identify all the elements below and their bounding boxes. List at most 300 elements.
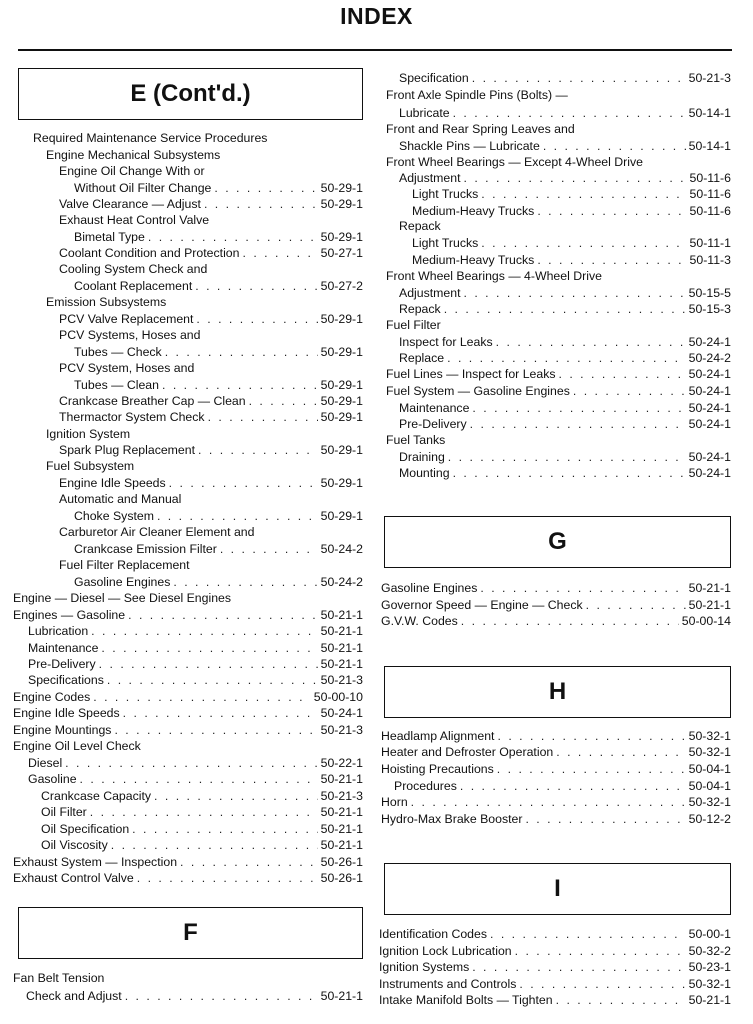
index-entry (13, 672, 363, 689)
entry-label: PCV Systems, Hoses and (59, 328, 201, 342)
entry-label: Adjustment (399, 286, 461, 300)
entry-label: Shackle Pins — Lubricate (399, 139, 540, 153)
entry-label: Fuel Filter (386, 318, 441, 332)
entry-label: Front Axle Spindle Pins (Bolts) — (386, 88, 568, 102)
entry-label: Ignition Lock Lubrication (379, 944, 512, 958)
index-entry (13, 393, 363, 410)
index-entry (379, 334, 731, 351)
index-entry (13, 229, 363, 246)
entry-page-number: 50-24-1 (688, 367, 731, 381)
entry-page-number: 50-21-1 (320, 838, 363, 852)
index-entry (379, 992, 731, 1009)
entry-label: Tubes — Clean (74, 378, 159, 392)
index-entry (379, 138, 731, 155)
entry-page-number: 50-29-1 (320, 312, 363, 326)
index-entry (379, 580, 731, 597)
dot-leader (242, 245, 317, 262)
index-entry (13, 442, 363, 459)
dot-leader (497, 761, 686, 778)
entry-label: Maintenance (399, 401, 470, 415)
entry-label: Check and Adjust (26, 989, 122, 1003)
dot-leader (556, 744, 685, 761)
index-entry (379, 235, 731, 252)
entry-label: Lubrication (28, 624, 89, 638)
index-entry (13, 705, 363, 722)
entry-label: Identification Codes (379, 927, 488, 941)
entry-page-number: 50-12-2 (688, 812, 731, 826)
index-entry (13, 607, 363, 624)
dot-leader (90, 804, 318, 821)
dot-leader (101, 640, 317, 657)
index-entry (379, 811, 731, 828)
entry-label: Light Trucks (412, 187, 479, 201)
entry-label: Oil Filter (41, 805, 87, 819)
index-entry (13, 541, 363, 558)
entry-label: Crankcase Breather Cap — Clean (59, 394, 246, 408)
entry-page-number: 50-26-1 (320, 855, 363, 869)
entry-page-number: 50-24-1 (688, 466, 731, 480)
entry-page-number: 50-14-1 (688, 106, 731, 120)
section-header-box: F (18, 907, 363, 959)
index-entry (13, 854, 363, 871)
index-entry (379, 383, 731, 400)
entry-label: Fan Belt Tension (13, 971, 105, 985)
entry-label: Governor Speed — Engine — Check (381, 598, 583, 612)
entry-label: Light Trucks (412, 236, 479, 250)
entry-label: Specifications (28, 673, 104, 687)
dot-leader (453, 105, 686, 122)
entry-label: Engine Oil Change With or (59, 164, 205, 178)
entry-label: Gasoline Engines (74, 575, 171, 589)
entry-page-number: 50-21-1 (320, 657, 363, 671)
entry-label: Draining (399, 450, 445, 464)
entry-label: PCV System, Hoses and (59, 361, 195, 375)
dot-leader (460, 778, 686, 795)
entry-page-number: 50-21-1 (320, 608, 363, 622)
dot-leader (447, 350, 685, 367)
entry-label: Crankcase Emission Filter (74, 542, 217, 556)
index-entry (13, 147, 363, 164)
entry-label: Spark Plug Replacement (59, 443, 196, 457)
dot-leader (461, 613, 679, 630)
entry-page-number: 50-29-1 (320, 443, 363, 457)
entry-page-number: 50-21-1 (320, 641, 363, 655)
entry-label: Hydro-Max Brake Booster (381, 812, 523, 826)
index-entry (13, 196, 363, 213)
index-entry (379, 794, 731, 811)
entry-label: Repack (399, 219, 441, 233)
entry-label: Engine Mountings (13, 723, 112, 737)
dot-leader (220, 541, 318, 558)
entry-label: Front and Rear Spring Leaves and (386, 122, 575, 136)
index-entry (13, 738, 363, 755)
dot-leader (195, 278, 317, 295)
dot-leader (137, 870, 318, 887)
entry-label: Medium-Heavy Trucks (412, 253, 535, 267)
index-entry (13, 557, 363, 574)
dot-leader (157, 508, 318, 525)
entry-label: Carburetor Air Cleaner Element and (59, 525, 255, 539)
dot-leader (198, 442, 318, 459)
index-entry (379, 301, 731, 318)
index-entry (13, 870, 363, 887)
entry-label: Cooling System Check and (59, 262, 208, 276)
dot-leader (573, 383, 686, 400)
index-entry (13, 327, 363, 344)
entry-page-number: 50-24-2 (688, 351, 731, 365)
entry-label: Automatic and Manual (59, 492, 182, 506)
entry-page-number: 50-00-14 (681, 614, 731, 628)
entry-page-number: 50-32-2 (688, 944, 731, 958)
dot-leader (91, 623, 317, 640)
entry-page-number: 50-32-1 (688, 745, 731, 759)
index-entry (379, 744, 731, 761)
index-entry (13, 590, 363, 607)
index-entry (379, 252, 731, 269)
entry-page-number: 50-21-1 (320, 624, 363, 638)
dot-leader (556, 992, 686, 1009)
entry-page-number: 50-21-3 (320, 723, 363, 737)
entry-page-number: 50-32-1 (688, 729, 731, 743)
dot-leader (472, 959, 685, 976)
entry-label: Specification (399, 71, 469, 85)
entry-label: Engines — Gasoline (13, 608, 126, 622)
entry-page-number: 50-29-1 (320, 345, 363, 359)
page-title: INDEX (340, 3, 413, 29)
index-entry (13, 377, 363, 394)
index-entry (379, 350, 731, 367)
index-entry (13, 722, 363, 739)
entry-page-number: 50-24-1 (688, 450, 731, 464)
entry-label: Exhaust System — Inspection (13, 855, 178, 869)
entry-page-number: 50-24-1 (320, 706, 363, 720)
dot-leader (128, 607, 318, 624)
dot-leader (180, 854, 318, 871)
header-rule (18, 49, 732, 51)
dot-leader (448, 449, 686, 466)
entry-page-number: 50-21-3 (320, 789, 363, 803)
entry-label: Coolant Condition and Protection (59, 246, 240, 260)
entry-label: Mounting (399, 466, 450, 480)
index-entry (379, 121, 731, 138)
index-entry (13, 261, 363, 278)
dot-leader (411, 794, 686, 811)
entry-page-number: 50-21-1 (688, 581, 731, 595)
entry-label: Engine Mechanical Subsystems (46, 148, 221, 162)
index-entry (379, 400, 731, 417)
dot-leader (93, 689, 311, 706)
dot-leader (470, 416, 686, 433)
entry-label: G.V.W. Codes (381, 614, 458, 628)
dot-leader (453, 465, 686, 482)
index-entry (379, 105, 731, 122)
dot-leader (444, 301, 686, 318)
entry-label: Fuel Tanks (386, 433, 446, 447)
entry-page-number: 50-22-1 (320, 756, 363, 770)
index-entry (13, 755, 363, 772)
index-entry (13, 212, 363, 229)
entry-label: Engine Idle Speeds (13, 706, 120, 720)
entry-page-number: 50-21-1 (688, 598, 731, 612)
dot-leader (114, 722, 317, 739)
entry-page-number: 50-15-3 (688, 302, 731, 316)
entry-page-number: 50-21-1 (688, 993, 731, 1007)
entry-label: Oil Viscosity (41, 838, 108, 852)
dot-leader (204, 196, 318, 213)
entry-page-number: 50-29-1 (320, 230, 363, 244)
dot-leader (125, 988, 318, 1005)
dot-leader (481, 235, 686, 252)
dot-leader (525, 811, 685, 828)
dot-leader (80, 771, 318, 788)
section-header-box: E (Cont'd.) (18, 68, 363, 120)
entry-label: Exhaust Control Valve (13, 871, 134, 885)
dot-leader (497, 728, 685, 745)
index-entry (13, 574, 363, 591)
index-entry (379, 761, 731, 778)
index-entry (13, 804, 363, 821)
entry-label: Procedures (394, 779, 457, 793)
index-entry (13, 294, 363, 311)
dot-leader (481, 186, 686, 203)
dot-leader (132, 821, 317, 838)
entry-label: Front Wheel Bearings — 4-Wheel Drive (386, 269, 602, 283)
entry-page-number: 50-24-1 (688, 401, 731, 415)
index-entry (379, 366, 731, 383)
entry-label: Emission Subsystems (46, 295, 167, 309)
index-entry (13, 245, 363, 262)
entry-page-number: 50-24-1 (688, 384, 731, 398)
dot-leader (196, 311, 317, 328)
index-entry (13, 988, 363, 1005)
entry-page-number: 50-00-1 (688, 927, 731, 941)
dot-leader (472, 70, 686, 87)
index-entry (379, 154, 731, 171)
index-entry (13, 524, 363, 541)
entry-label: Fuel Lines — Inspect for Leaks (386, 367, 556, 381)
index-entry (379, 432, 731, 449)
index-entry (379, 70, 731, 87)
entry-label: Front Wheel Bearings — Except 4-Wheel Drive (386, 155, 643, 169)
entry-label: Engine Idle Speeds (59, 476, 166, 490)
entry-page-number: 50-21-3 (688, 71, 731, 85)
dot-leader (162, 377, 318, 394)
entry-label: Thermactor System Check (59, 410, 205, 424)
dot-leader (559, 366, 686, 383)
entry-label: Required Maintenance Service Procedures (33, 131, 268, 145)
dot-leader (107, 672, 318, 689)
index-entry (379, 778, 731, 795)
dot-leader (480, 580, 685, 597)
entry-label: Bimetal Type (74, 230, 145, 244)
index-entry (379, 728, 731, 745)
index-entry (13, 344, 363, 361)
entry-label: Pre-Delivery (399, 417, 467, 431)
index-entry (379, 597, 731, 614)
index-entry (379, 170, 731, 187)
index-entry (379, 87, 731, 104)
entry-label: Heater and Defroster Operation (381, 745, 554, 759)
dot-leader (65, 755, 317, 772)
dot-leader (249, 393, 318, 410)
index-entry (13, 491, 363, 508)
entry-page-number: 50-24-1 (688, 417, 731, 431)
index-entry (13, 970, 363, 987)
index-entry (13, 458, 363, 475)
dot-leader (169, 475, 318, 492)
dot-leader (519, 976, 685, 993)
entry-page-number: 50-11-6 (689, 187, 731, 201)
index-entry (13, 623, 363, 640)
dot-leader (496, 334, 686, 351)
index-entry (13, 278, 363, 295)
section-header-box: H (384, 666, 731, 718)
section-header-box: G (384, 516, 731, 568)
index-entry (379, 218, 731, 235)
index-entry (379, 926, 731, 943)
dot-leader (490, 926, 686, 943)
entry-label: Inspect for Leaks (399, 335, 493, 349)
dot-leader (472, 400, 685, 417)
entry-label: Engine Codes (13, 690, 91, 704)
entry-page-number: 50-32-1 (688, 795, 731, 809)
entry-label: Fuel Filter Replacement (59, 558, 190, 572)
dot-leader (543, 138, 686, 155)
entry-label: Intake Manifold Bolts — Tighten (379, 993, 553, 1007)
index-entry (13, 130, 363, 147)
entry-label: Fuel System — Gasoline Engines (386, 384, 570, 398)
entry-label: Oil Specification (41, 822, 130, 836)
index-entry (379, 976, 731, 993)
entry-label: Gasoline Engines (381, 581, 478, 595)
dot-leader (515, 943, 686, 960)
entry-page-number: 50-15-5 (688, 286, 731, 300)
dot-leader (586, 597, 686, 614)
index-entry (379, 416, 731, 433)
index-entry (13, 656, 363, 673)
entry-label: Crankcase Capacity (41, 789, 152, 803)
entry-label: Adjustment (399, 171, 461, 185)
dot-leader (464, 285, 686, 302)
entry-page-number: 50-00-10 (313, 690, 363, 704)
entry-label: Pre-Delivery (28, 657, 96, 671)
entry-page-number: 50-29-1 (320, 378, 363, 392)
entry-label: Instruments and Controls (379, 977, 517, 991)
index-entry (13, 163, 363, 180)
entry-label: Coolant Replacement (74, 279, 193, 293)
index-entry (13, 689, 363, 706)
entry-page-number: 50-29-1 (320, 394, 363, 408)
entry-label: Ignition Systems (379, 960, 470, 974)
dot-leader (99, 656, 318, 673)
dot-leader (154, 788, 318, 805)
index-entry (13, 508, 363, 525)
dot-leader (165, 344, 318, 361)
dot-leader (537, 252, 686, 269)
entry-label: Repack (399, 302, 441, 316)
dot-leader (208, 409, 318, 426)
entry-page-number: 50-21-1 (320, 989, 363, 1003)
dot-leader (173, 574, 317, 591)
index-entry (13, 360, 363, 377)
entry-page-number: 50-29-1 (320, 476, 363, 490)
dot-leader (148, 229, 318, 246)
index-entry (13, 771, 363, 788)
dot-leader (111, 837, 318, 854)
entry-page-number: 50-11-3 (689, 253, 731, 267)
entry-page-number: 50-24-2 (320, 575, 363, 589)
entry-label: Maintenance (28, 641, 99, 655)
entry-page-number: 50-24-2 (320, 542, 363, 556)
entry-page-number: 50-11-6 (689, 171, 731, 185)
entry-label: Lubricate (399, 106, 450, 120)
index-entry (379, 268, 731, 285)
index-entry (13, 180, 363, 197)
index-entry (13, 426, 363, 443)
entry-page-number: 50-29-1 (320, 509, 363, 523)
dot-leader (214, 180, 317, 197)
entry-label: Choke System (74, 509, 154, 523)
index-entry (13, 788, 363, 805)
dot-leader (123, 705, 318, 722)
index-entry (379, 613, 731, 630)
entry-page-number: 50-29-1 (320, 410, 363, 424)
entry-page-number: 50-21-3 (320, 673, 363, 687)
entry-label: Without Oil Filter Change (74, 181, 212, 195)
entry-page-number: 50-32-1 (688, 977, 731, 991)
entry-label: Engine — Diesel — See Diesel Engines (13, 591, 232, 605)
index-entry (379, 959, 731, 976)
entry-label: Gasoline (28, 772, 77, 786)
index-entry (379, 449, 731, 466)
index-entry (379, 465, 731, 482)
entry-label: Valve Clearance — Adjust (59, 197, 201, 211)
entry-page-number: 50-11-1 (689, 236, 731, 250)
index-entry (13, 640, 363, 657)
entry-label: Horn (381, 795, 408, 809)
entry-page-number: 50-26-1 (320, 871, 363, 885)
index-entry (379, 285, 731, 302)
entry-label: Diesel (28, 756, 63, 770)
entry-label: Replace (399, 351, 445, 365)
entry-page-number: 50-21-1 (320, 772, 363, 786)
index-entry (13, 837, 363, 854)
entry-label: Ignition System (46, 427, 131, 441)
index-entry (379, 943, 731, 960)
entry-label: Engine Oil Level Check (13, 739, 141, 753)
entry-page-number: 50-23-1 (688, 960, 731, 974)
entry-label: Exhaust Heat Control Valve (59, 213, 210, 227)
entry-page-number: 50-14-1 (688, 139, 731, 153)
entry-label: PCV Valve Replacement (59, 312, 194, 326)
index-entry (13, 409, 363, 426)
dot-leader (464, 170, 687, 187)
entry-page-number: 50-29-1 (320, 181, 363, 195)
index-entry (379, 186, 731, 203)
entry-label: Hoisting Precautions (381, 762, 494, 776)
index-entry (379, 317, 731, 334)
entry-label: Tubes — Check (74, 345, 162, 359)
entry-page-number: 50-21-1 (320, 822, 363, 836)
index-entry (13, 475, 363, 492)
index-entry (13, 311, 363, 328)
entry-page-number: 50-21-1 (320, 805, 363, 819)
entry-page-number: 50-11-6 (689, 204, 731, 218)
entry-page-number: 50-29-1 (320, 197, 363, 211)
entry-page-number: 50-27-1 (320, 246, 363, 260)
entry-page-number: 50-27-2 (320, 279, 363, 293)
section-header-box: I (384, 863, 731, 915)
